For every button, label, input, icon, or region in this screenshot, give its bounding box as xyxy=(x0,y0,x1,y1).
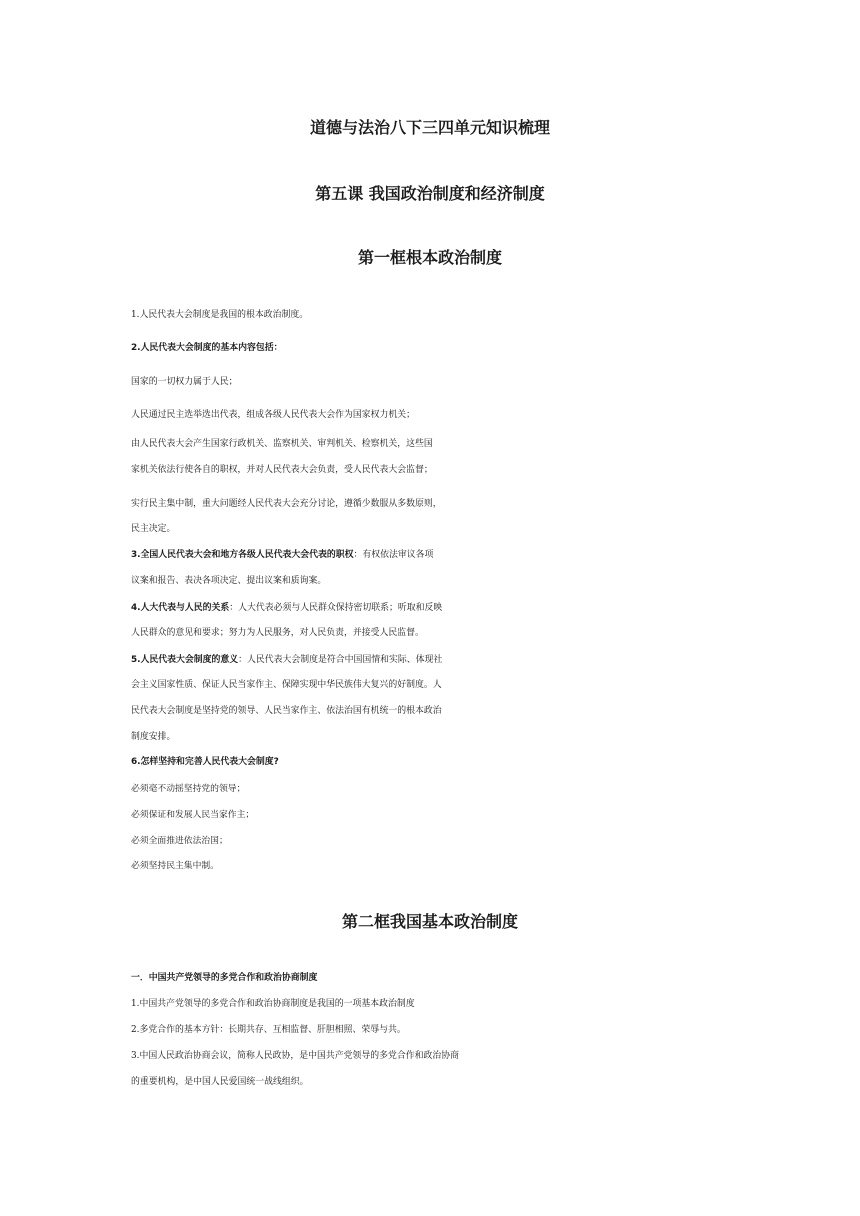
paragraph-heading: 3.全国人民代表大会和地方各级人民代表大会代表的职权 xyxy=(131,550,354,560)
paragraph-text: ：人民代表大会制度是符合中国国情和实际、体现社 xyxy=(238,655,443,665)
paragraph xyxy=(131,545,731,565)
paragraph-continued: 的重要机构，是中国人民爱国统一战线组织。 xyxy=(131,1077,309,1087)
list-item: 国家的一切权力属于人民； xyxy=(131,377,238,387)
list-item: 必须全面推进依法治国； xyxy=(131,836,228,846)
paragraph-continued: 议案和报告、表决各项决定、提出议案和质询案。 xyxy=(131,576,327,586)
list-item-continued: 家机关依法行使各自的职权，并对人民代表大会负责，受人民代表大会监督； xyxy=(131,465,433,475)
paragraph: 3.中国人民政治协商会议，简称人民政协，是中国共产党领导的多党合作和政治协商 xyxy=(131,1051,459,1061)
list-item: 由人民代表大会产生国家行政机关、监察机关、审判机关、检察机关，这些国 xyxy=(131,439,433,449)
list-item: 人民通过民主选举选出代表，组成各级人民代表大会作为国家权力机关； xyxy=(131,410,415,420)
paragraph-text: ：有权依法审议各项 xyxy=(353,550,434,560)
paragraph-heading: 5.人民代表大会制度的意义 xyxy=(131,655,239,665)
document-title: 道德与法治八下三四单元知识梳理 xyxy=(309,118,550,137)
section-title: 第一框根本政治制度 xyxy=(357,248,502,267)
paragraph xyxy=(131,650,731,670)
paragraph-continued: 制度安排。 xyxy=(131,732,176,742)
paragraph xyxy=(131,598,731,618)
paragraph-heading: 2.人民代表大会制度的基本内容包括： xyxy=(131,343,283,353)
paragraph-heading: 4.人大代表与人民的关系 xyxy=(131,603,230,613)
list-item: 实行民主集中制，重大问题经人民代表大会充分讨论，遵循少数服从多数原则， xyxy=(131,499,442,509)
paragraph: 1.中国共产党领导的多党合作和政治协商制度是我国的一项基本政治制度 xyxy=(131,999,415,1009)
paragraph-continued: 会主义国家性质、保证人民当家作主、保障实现中华民族伟大复兴的好制度。人 xyxy=(131,680,442,690)
list-item-continued: 民主决定。 xyxy=(131,524,176,534)
list-item: 必须毫不动摇坚持党的领导； xyxy=(131,784,246,794)
paragraph-heading: 6.怎样坚持和完善人民代表大会制度? xyxy=(131,757,279,767)
paragraph: 2.多党合作的基本方针：长期共存、互相监督、肝胆相照、荣辱与共。 xyxy=(131,1025,406,1035)
paragraph-continued: 民代表大会制度是坚持党的领导、人民当家作主、依法治国有机统一的根本政治 xyxy=(131,706,442,716)
list-item: 必须保证和发展人民当家作主； xyxy=(131,810,255,820)
list-item: 必须坚持民主集中制。 xyxy=(131,861,219,871)
paragraph-continued: 人民群众的意见和要求；努力为人民服务，对人民负责，并接受人民监督。 xyxy=(131,628,424,638)
lesson-title: 第五课 我国政治制度和经济制度 xyxy=(315,184,545,203)
paragraph-text: ：人大代表必须与人民群众保持密切联系；听取和反映 xyxy=(229,603,443,613)
paragraph: 1.人民代表大会制度是我国的根本政治制度。 xyxy=(131,310,309,320)
subsection-heading: 一．中国共产党领导的多党合作和政治协商制度 xyxy=(131,973,318,983)
section-title: 第二框我国基本政治制度 xyxy=(341,912,518,931)
